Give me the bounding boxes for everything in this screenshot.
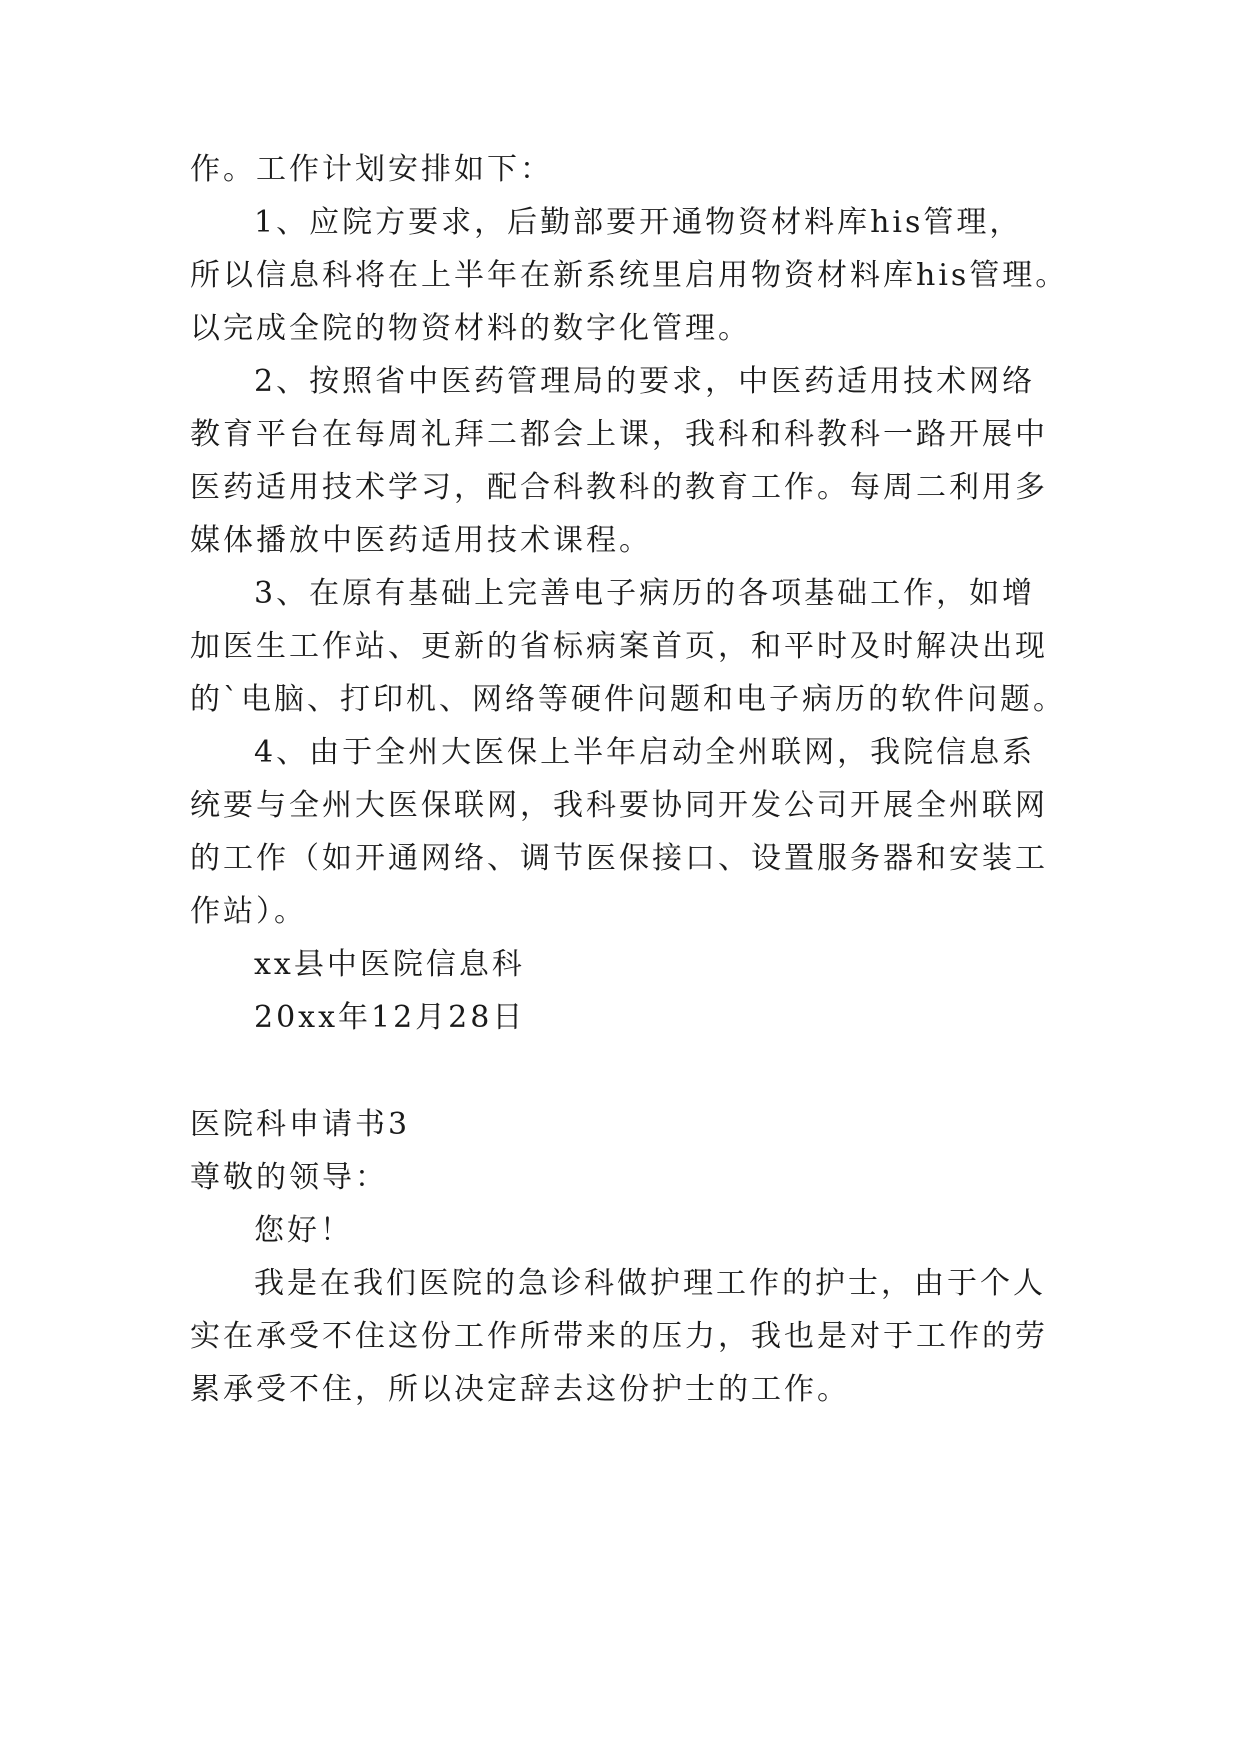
item1-line2: 所以信息科将在上半年在新系统里启用物资材料库his管理。 (190, 258, 1069, 293)
item2-line1: 2、按照省中医药管理局的要求，中医药适用技术网络 (254, 364, 1036, 399)
item4-line1: 4、由于全州大医保上半年启动全州联网，我院信息系 (254, 735, 1036, 770)
signature: xx县中医院信息科 (254, 947, 525, 982)
section-title: 医院科申请书3 (190, 1107, 411, 1142)
item3-line2: 加医生工作站、更新的省标病案首页，和平时及时解决出现 (190, 629, 1048, 664)
body-line3: 累承受不住，所以决定辞去这份护士的工作。 (190, 1372, 850, 1407)
date: 20xx年12月28日 (254, 1000, 526, 1035)
item4-line4: 作站）。 (190, 894, 307, 929)
item3-line3: 的`电脑、打印机、网络等硬件问题和电子病历的软件问题。 (190, 682, 1066, 717)
greeting: 您好！ (254, 1213, 353, 1248)
item2-line3: 医药适用技术学习，配合科教科的教育工作。每周二利用多 (190, 470, 1048, 505)
item3-line1: 3、在原有基础上完善电子病历的各项基础工作，如增 (254, 576, 1036, 611)
salutation: 尊敬的领导： (190, 1160, 388, 1195)
paragraph-intro-tail: 作。工作计划安排如下： (190, 152, 553, 187)
body-line1: 我是在我们医院的急诊科做护理工作的护士，由于个人 (254, 1266, 1046, 1301)
item2-line4: 媒体播放中医药适用技术课程。 (190, 523, 652, 558)
item1-line1: 1、应院方要求，后勤部要开通物资材料库his管理， (254, 205, 1023, 240)
body-line2: 实在承受不住这份工作所带来的压力，我也是对于工作的劳 (190, 1319, 1048, 1354)
item1-line3: 以完成全院的物资材料的数字化管理。 (190, 311, 751, 346)
item4-line3: 的工作（如开通网络、调节医保接口、设置服务器和安装工 (190, 841, 1048, 876)
item2-line2: 教育平台在每周礼拜二都会上课，我科和科教科一路开展中 (190, 417, 1048, 452)
item4-line2: 统要与全州大医保联网，我科要协同开发公司开展全州联网 (190, 788, 1048, 823)
